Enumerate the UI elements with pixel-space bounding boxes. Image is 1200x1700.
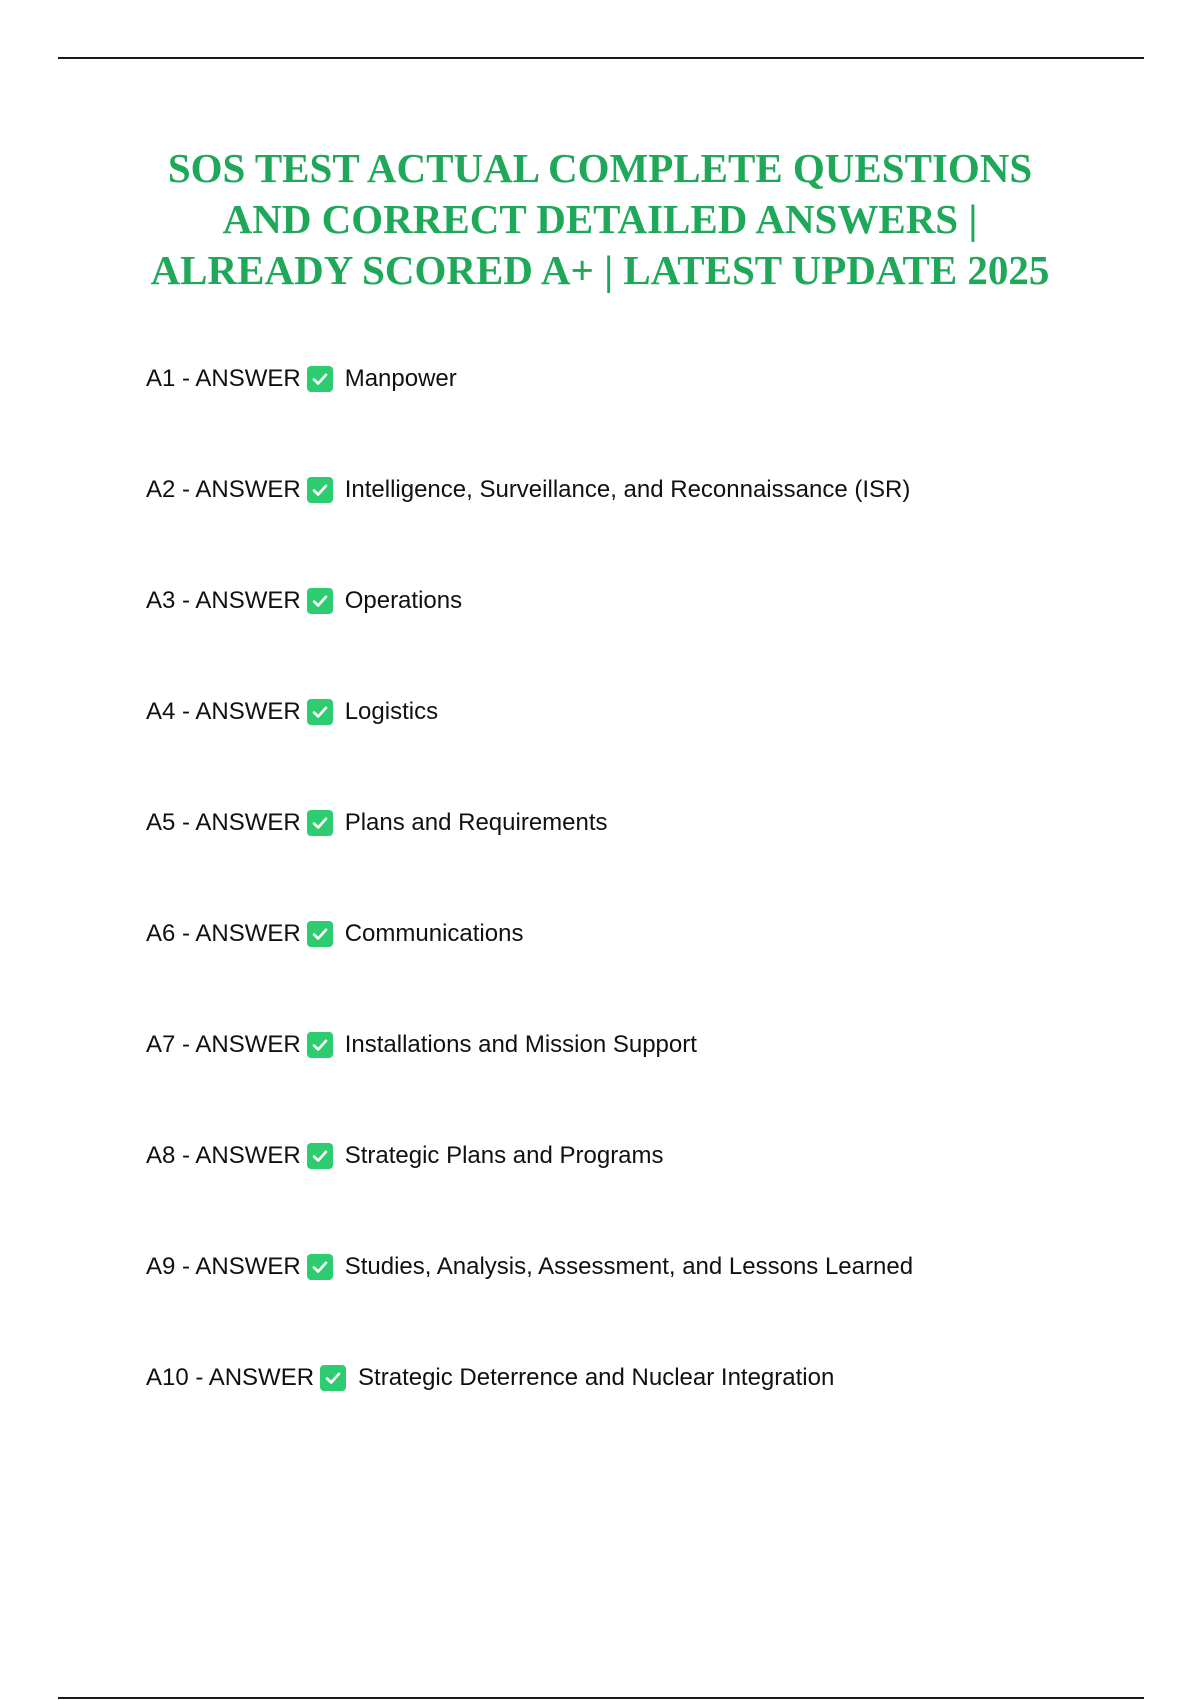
check-mark-icon	[307, 1143, 333, 1169]
answer-list	[146, 358, 1146, 1468]
answer-value: Communications	[344, 920, 524, 947]
answer-row	[146, 1246, 1146, 1357]
check-mark-icon	[307, 810, 333, 836]
answer-row	[146, 580, 1146, 691]
answer-label: A1 - ANSWER	[146, 365, 301, 392]
check-mark-icon	[307, 699, 333, 725]
answer-value: Intelligence, Surveillance, and Reconnaissance (ISR)	[344, 476, 911, 503]
answer-value: Installations and Mission Support	[344, 1031, 697, 1058]
answer-label: A5 - ANSWER	[146, 809, 301, 836]
answer-label: A7 - ANSWER	[146, 1031, 301, 1058]
answer-value: Operations	[344, 587, 463, 614]
title-line: SOS TEST ACTUAL COMPLETE QUESTIONS	[167, 145, 1033, 191]
answer-row	[146, 691, 1146, 802]
answer-label: A8 - ANSWER	[146, 1142, 301, 1169]
answer-value: Logistics	[344, 698, 439, 725]
answer-row	[146, 802, 1146, 913]
answer-value: Strategic Plans and Programs	[344, 1142, 664, 1169]
answer-label: A2 - ANSWER	[146, 476, 301, 503]
document-title	[120, 143, 1080, 296]
answer-label: A10 - ANSWER	[146, 1364, 315, 1391]
answer-row	[146, 1024, 1146, 1135]
answer-label: A6 - ANSWER	[146, 920, 301, 947]
answer-row	[146, 358, 1146, 469]
check-mark-icon	[307, 588, 333, 614]
check-mark-icon	[307, 1032, 333, 1058]
title-line: ALREADY SCORED A+ | LATEST UPDATE 2025	[150, 247, 1050, 293]
answer-value: Studies, Analysis, Assessment, and Lessons Learned	[344, 1253, 914, 1280]
check-mark-icon	[307, 921, 333, 947]
check-mark-icon	[307, 477, 333, 503]
answer-row	[146, 1357, 1146, 1468]
answer-row	[146, 913, 1146, 1024]
answer-row	[146, 1135, 1146, 1246]
answer-row	[146, 469, 1146, 580]
check-mark-icon	[307, 1254, 333, 1280]
title-line: AND CORRECT DETAILED ANSWERS |	[222, 196, 978, 242]
bottom-divider	[58, 1697, 1144, 1699]
answer-value: Strategic Deterrence and Nuclear Integration	[358, 1364, 835, 1391]
answer-label: A9 - ANSWER	[146, 1253, 301, 1280]
top-divider	[58, 57, 1144, 59]
answer-label: A3 - ANSWER	[146, 587, 301, 614]
answer-label: A4 - ANSWER	[146, 698, 301, 725]
answer-value: Plans and Requirements	[344, 809, 608, 836]
answer-value: Manpower	[344, 365, 457, 392]
check-mark-icon	[320, 1365, 346, 1391]
check-mark-icon	[307, 366, 333, 392]
